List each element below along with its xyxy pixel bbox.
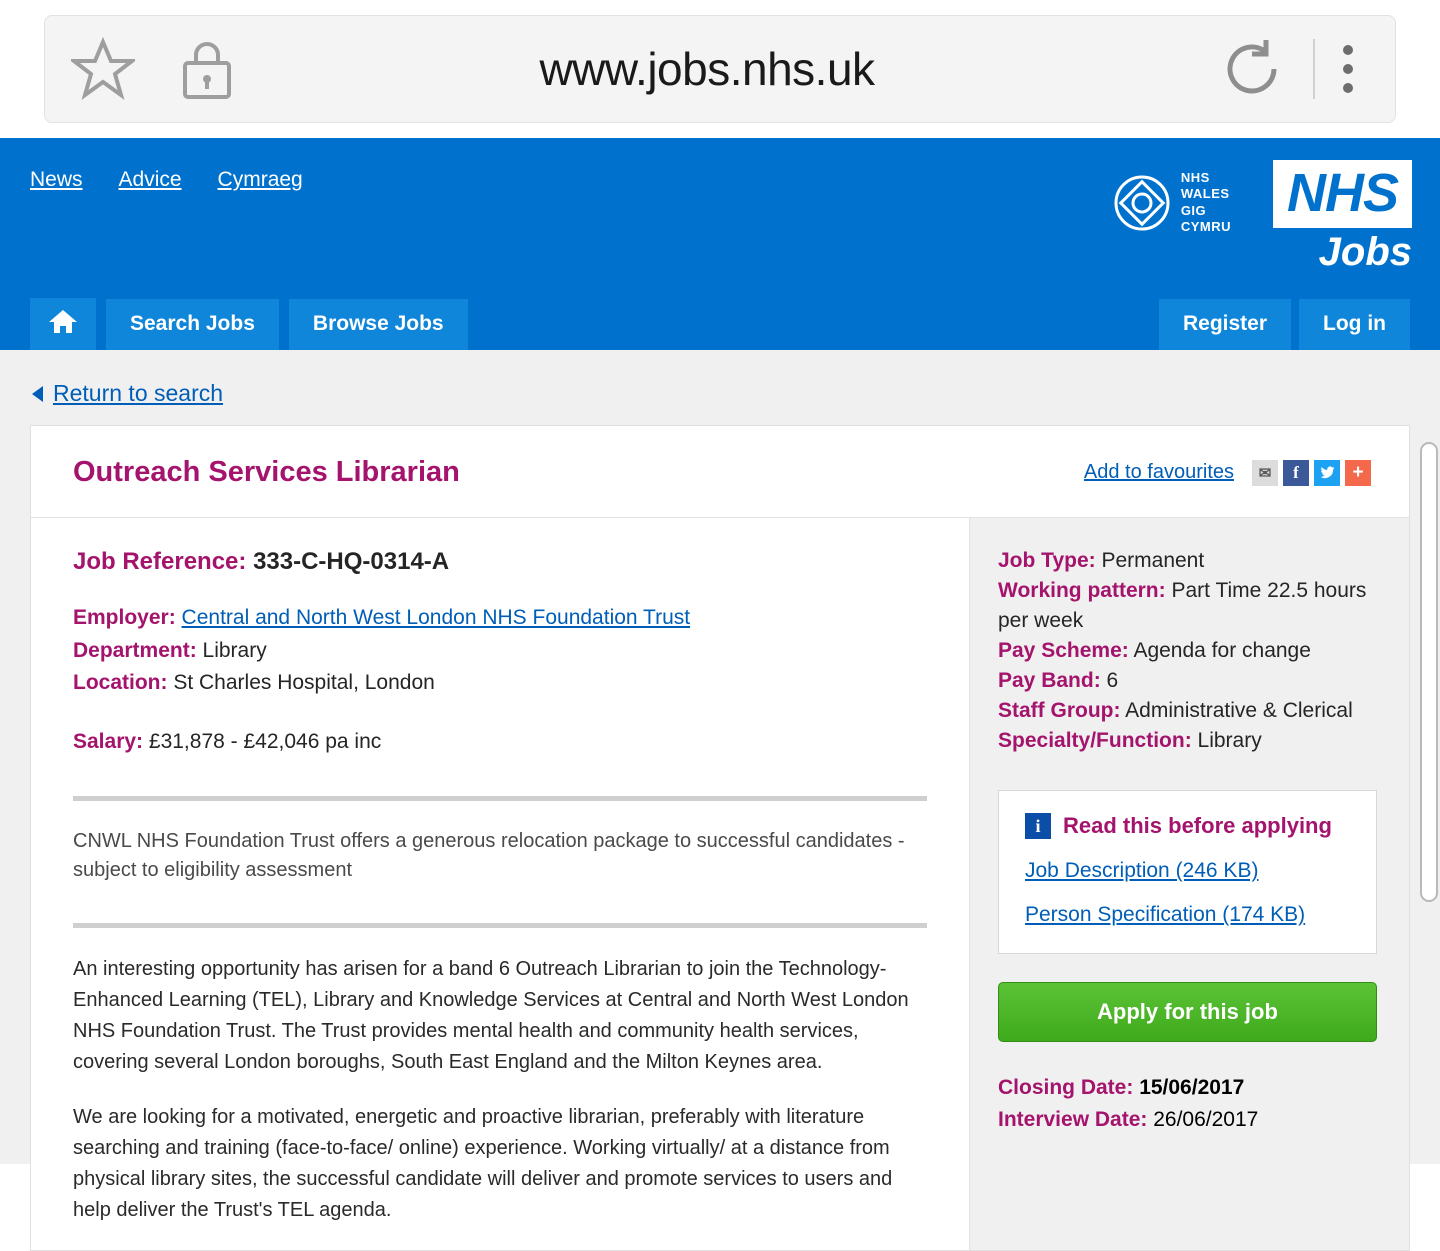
salary-row <box>73 726 927 759</box>
salary-label: Salary: <box>73 729 144 753</box>
pay-scheme-label: Pay Scheme: <box>998 639 1129 663</box>
job-reference-label: Job Reference: <box>73 548 247 575</box>
working-pattern-value: Part Time 22.5 hours per week <box>998 579 1367 633</box>
person-specification-link[interactable]: Person Specification (174 KB) <box>1025 903 1306 927</box>
job-paragraph-1: An interesting opportunity has arisen for a band 6 Outreach Librarian to join the Technology-Enhanced Learning (TEL), Library and Knowledge Services at Central and North West London NHS Foundation Trust. The Trust provides mental health and community health services, covering several London boroughs, South East England and the Milton Keynes area. <box>73 958 909 1074</box>
logo-group <box>1113 160 1412 275</box>
email-share-icon[interactable]: ✉ <box>1252 460 1278 486</box>
return-to-search[interactable] <box>30 350 1410 425</box>
nhs-wales-wordmark: NHS WALES GIG CYMRU <box>1180 170 1231 234</box>
job-paragraph-2: We are looking for a motivated, energetic and proactive librarian, preferably with literature searching and training (face-to-face/ online) experience. Working virtually/ at a distance from physical library sites, the successful candidate will deliver and promote services to users and help deliver the Trust's TEL agenda. <box>73 1106 893 1222</box>
closing-date-label: Closing Date: <box>998 1076 1134 1100</box>
interview-date-value: 26/06/2017 <box>1153 1107 1259 1131</box>
job-description-link[interactable]: Job Description (246 KB) <box>1025 859 1259 883</box>
job-card-header <box>31 426 1409 518</box>
interview-date-label: Interview Date: <box>998 1107 1148 1131</box>
working-pattern-label: Working pattern: <box>998 579 1166 603</box>
browse-jobs-button[interactable]: Browse Jobs <box>289 299 468 350</box>
pay-band-row <box>998 666 1377 696</box>
page-content <box>0 350 1440 1222</box>
job-reference <box>73 548 927 576</box>
read-before-applying-title <box>1025 813 1350 839</box>
return-to-search-link[interactable]: Return to search <box>53 380 224 406</box>
twitter-share-icon[interactable] <box>1314 460 1340 486</box>
department-value: Library <box>202 638 267 662</box>
job-reference-value: 333-C-HQ-0314-A <box>253 548 450 575</box>
home-button[interactable] <box>30 298 96 350</box>
closing-date-value: 15/06/2017 <box>1139 1076 1245 1100</box>
register-button[interactable]: Register <box>1159 299 1291 350</box>
nav-link-advice[interactable]: Advice <box>118 168 182 191</box>
scrollbar-thumb[interactable] <box>1420 442 1438 902</box>
nhs-jobs-logo[interactable] <box>1273 160 1412 275</box>
salary-value: £31,878 - £42,046 pa inc <box>148 729 382 753</box>
nav-link-cymraeg[interactable]: Cymraeg <box>217 168 303 191</box>
job-details-column <box>31 518 969 1250</box>
location-value: St Charles Hospital, London <box>173 671 435 695</box>
employer-link[interactable]: Central and North West London NHS Foundation Trust <box>181 606 691 629</box>
relocation-note: CNWL NHS Foundation Trust offers a generous relocation package to successful candidates - subject to eligibility assessment <box>73 830 905 882</box>
add-to-favourites-link[interactable]: Add to favourites <box>1083 461 1234 483</box>
dates-block <box>998 1072 1377 1135</box>
nav-link-news[interactable]: News <box>30 168 83 191</box>
staff-group-row <box>998 696 1377 726</box>
info-icon: i <box>1025 813 1051 839</box>
login-button[interactable]: Log in <box>1299 299 1410 350</box>
jobs-wordmark: Jobs <box>1318 230 1412 274</box>
nhs-wales-logo <box>1113 170 1231 235</box>
reload-icon[interactable] <box>1219 36 1285 102</box>
left-arrow-icon <box>32 386 43 402</box>
location-label: Location: <box>73 671 168 695</box>
page-scrollbar[interactable] <box>1416 350 1440 1164</box>
browser-toolbar <box>0 0 1440 138</box>
closing-date-row <box>998 1072 1377 1104</box>
pay-band-label: Pay Band: <box>998 669 1101 693</box>
pay-scheme-value: Agenda for change <box>1133 639 1311 663</box>
job-card <box>30 425 1410 1251</box>
page-title: Outreach Services Librarian <box>73 456 460 488</box>
staff-group-label: Staff Group: <box>998 699 1121 723</box>
search-jobs-button[interactable]: Search Jobs <box>106 299 279 350</box>
job-type-row <box>998 546 1377 576</box>
job-card-body <box>31 518 1409 1250</box>
share-buttons <box>1252 460 1371 486</box>
staff-group-value: Administrative & Clerical <box>1125 699 1353 723</box>
pay-scheme-row <box>998 636 1377 666</box>
read-before-applying-box <box>998 790 1377 954</box>
employer-label: Employer: <box>73 606 176 629</box>
department-row <box>73 635 927 668</box>
kebab-menu-icon[interactable] <box>1343 36 1353 102</box>
more-share-icon[interactable]: + <box>1345 460 1371 486</box>
divider-top <box>73 796 927 801</box>
toolbar-divider <box>1313 39 1315 99</box>
facebook-share-icon[interactable]: f <box>1283 460 1309 486</box>
url-text[interactable]: www.jobs.nhs.uk <box>539 43 875 95</box>
home-icon <box>48 308 78 340</box>
read-before-applying-text: Read this before applying <box>1063 813 1332 839</box>
job-type-label: Job Type: <box>998 549 1096 572</box>
address-bar[interactable] <box>44 15 1396 123</box>
specialty-value: Library <box>1197 729 1262 753</box>
welsh-knot-icon <box>1113 174 1171 232</box>
apply-button[interactable]: Apply for this job <box>998 982 1377 1042</box>
job-summary-column <box>969 518 1409 1250</box>
site-header <box>0 138 1440 350</box>
specialty-label: Specialty/Function: <box>998 729 1192 753</box>
specialty-row <box>998 726 1377 756</box>
employer-row <box>73 602 927 635</box>
interview-date-row <box>998 1104 1377 1136</box>
location-row <box>73 667 927 700</box>
star-icon[interactable] <box>71 37 135 101</box>
department-label: Department: <box>73 638 197 662</box>
divider-bottom <box>73 923 927 928</box>
pay-band-value: 6 <box>1106 669 1119 693</box>
utility-nav <box>30 168 303 192</box>
nhs-wordmark: NHS <box>1273 160 1412 228</box>
job-type-value: Permanent <box>1101 549 1205 572</box>
working-pattern-row <box>998 576 1377 636</box>
main-nav <box>0 288 1440 350</box>
